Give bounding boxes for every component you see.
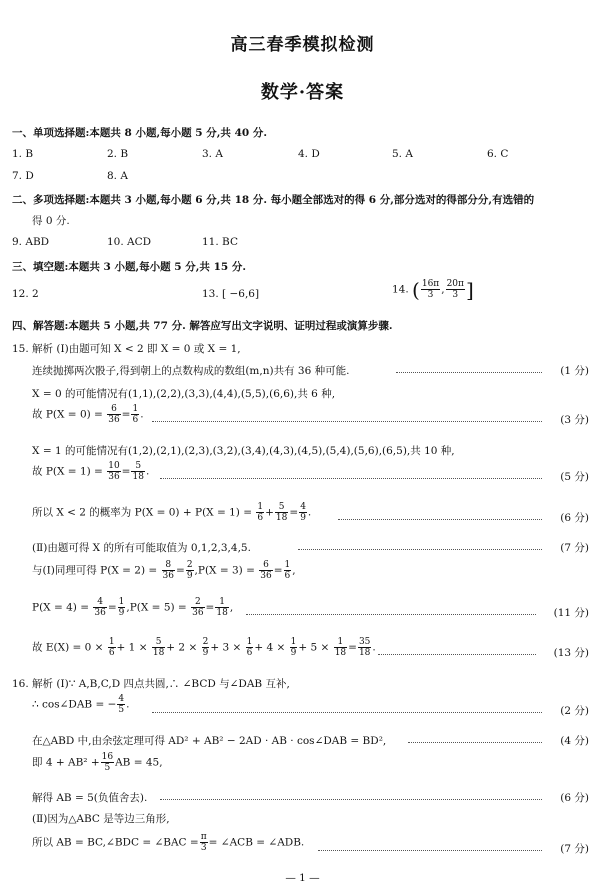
- answer-5: 5. A: [392, 148, 413, 160]
- answer-13: 13. [ −6,6]: [202, 288, 260, 300]
- section1-heading: 一、单项选择题:本题共 8 小题,每小题 5 分,共 40 分.: [12, 127, 267, 139]
- answer-10: 10. ACD: [107, 236, 152, 248]
- q15-points-6: (6 分): [560, 512, 589, 524]
- q16-line4: 即 4 + AB² + $\frac{16}{5}$ AB = 45,: [32, 752, 163, 773]
- answer-9: 9. ABD: [12, 236, 50, 248]
- left-paren: (: [412, 277, 420, 302]
- q16-line3: 在△ABD 中,由余弦定理可得 AD² + AB² − 2AD · AB · cos∠DAB = BD²,: [32, 735, 387, 747]
- answer-2: 2. B: [107, 148, 129, 160]
- q15-line1: 15. 解析 (Ⅰ)由题可知 X < 2 即 X = 0 或 X = 1,: [12, 343, 241, 355]
- q16-points-4: (4 分): [560, 735, 589, 747]
- answer-3: 3. A: [202, 148, 223, 160]
- answer-11: 11. BC: [202, 236, 238, 248]
- q15-line3: X = 0 的可能情况有(1,1),(2,2),(3,3),(4,4),(5,5),(6,6),共 6 种,: [32, 388, 336, 400]
- section2-heading-cont: 得 0 分.: [32, 215, 70, 227]
- q15-line6: 故 P(X = 1) = $\frac{10}{36}$ = $\frac{5}{18}$ .: [32, 461, 150, 482]
- q15-points-1: (1 分): [560, 365, 589, 377]
- page-number: — 1 —: [285, 872, 320, 884]
- document-subtitle: 数学·答案: [260, 82, 345, 103]
- section3-heading: 三、填空题:本题共 3 小题,每小题 5 分,共 15 分.: [12, 261, 246, 273]
- section2-heading: 二、多项选择题:本题共 3 小题,每小题 6 分,共 18 分. 每小题全部选对的得 6 分,部分选对的得部分分,有选错的: [12, 194, 535, 206]
- right-bracket: ]: [465, 277, 474, 302]
- answer-7: 7. D: [12, 170, 34, 182]
- q16-line1: 16. 解析 (Ⅰ)∵ A,B,C,D 四点共圆,∴ ∠BCD 与∠DAB 互补,: [12, 678, 290, 690]
- q15-points-5: (5 分): [560, 471, 589, 483]
- q15-line5: X = 1 的可能情况有(1,2),(2,1),(2,3),(3,2),(3,4),(4,3),(4,5),(5,4),(5,6),(6,5),共 10 种,: [32, 445, 455, 457]
- document-title: 高三春季模拟检测: [230, 35, 375, 55]
- answer-6: 6. C: [487, 148, 509, 160]
- answer-4: 4. D: [298, 148, 320, 160]
- q16-points-7: (7 分): [560, 843, 589, 855]
- q16-line6: (Ⅱ)因为△ABC 是等边三角形,: [32, 813, 170, 825]
- q15-points-7: (7 分): [560, 542, 589, 554]
- q15-line2: 连续抛掷两次骰子,得到朝上的点数构成的数组(m,n)共有 36 种可能.: [32, 365, 350, 377]
- section4-heading: 四、解答题:本题共 5 小题,共 77 分. 解答应写出文字说明、证明过程或演算步骤.: [12, 320, 393, 332]
- q15-line4: 故 P(X = 0) = $\frac{6}{36}$ = $\frac{1}{6}$ .: [32, 404, 144, 425]
- q16-line2: ∴ cos∠DAB = − $\frac{4}{5}$ .: [32, 694, 130, 715]
- answer-12: 12. 2: [12, 288, 39, 300]
- q15-line9: 与(Ⅰ)同理可得 P(X = 2) = $\frac{8}{36}$ = $\frac{2}{9}$ ,P(X = 3) = $\frac{6}{36}$ = $\frac{1}{6}$ ,: [32, 560, 296, 581]
- q16-line5: 解得 AB = 5(负值舍去).: [32, 792, 148, 804]
- q15-line11: 故 E(X) = 0 × $\frac{1}{6}$ + 1 × $\frac{5}{18}$ + 2 × $\frac{2}{9}$ + 3 × $\frac{1}{6}$ + 4 × $\frac{1}{9}$ + 5 × $\frac{1}{18}$ = $\frac{35}{18}$ .: [32, 637, 376, 658]
- answer-8: 8. A: [107, 170, 128, 182]
- q15-points-11: (11 分): [553, 607, 589, 619]
- q15-line8: (Ⅱ)由题可得 X 的所有可能取值为 0,1,2,3,4,5.: [32, 542, 251, 554]
- q15-points-13: (13 分): [553, 647, 589, 659]
- q16-points-6: (6 分): [560, 792, 589, 804]
- q15-points-3: (3 分): [560, 414, 589, 426]
- q15-line10: P(X = 4) = $\frac{4}{36}$ = $\frac{1}{9}$ ,P(X = 5) = $\frac{2}{36}$ = $\frac{1}{18}$ ,: [32, 597, 234, 618]
- q16-line7: 所以 AB = BC,∠BDC = ∠BAC = $\frac{\pi}{3}$ = ∠ACB = ∠ADB.: [32, 832, 305, 853]
- answer-14: 14. ( $\frac{16\pi}{3}$ , $\frac{20\pi}{3}$ ]: [392, 277, 474, 302]
- q16-points-2: (2 分): [560, 705, 589, 717]
- answer-1: 1. B: [12, 148, 34, 160]
- q15-line7: 所以 X < 2 的概率为 P(X = 0) + P(X = 1) = $\frac{1}{6}$ + $\frac{5}{18}$ = $\frac{4}{9}$ .: [32, 502, 312, 523]
